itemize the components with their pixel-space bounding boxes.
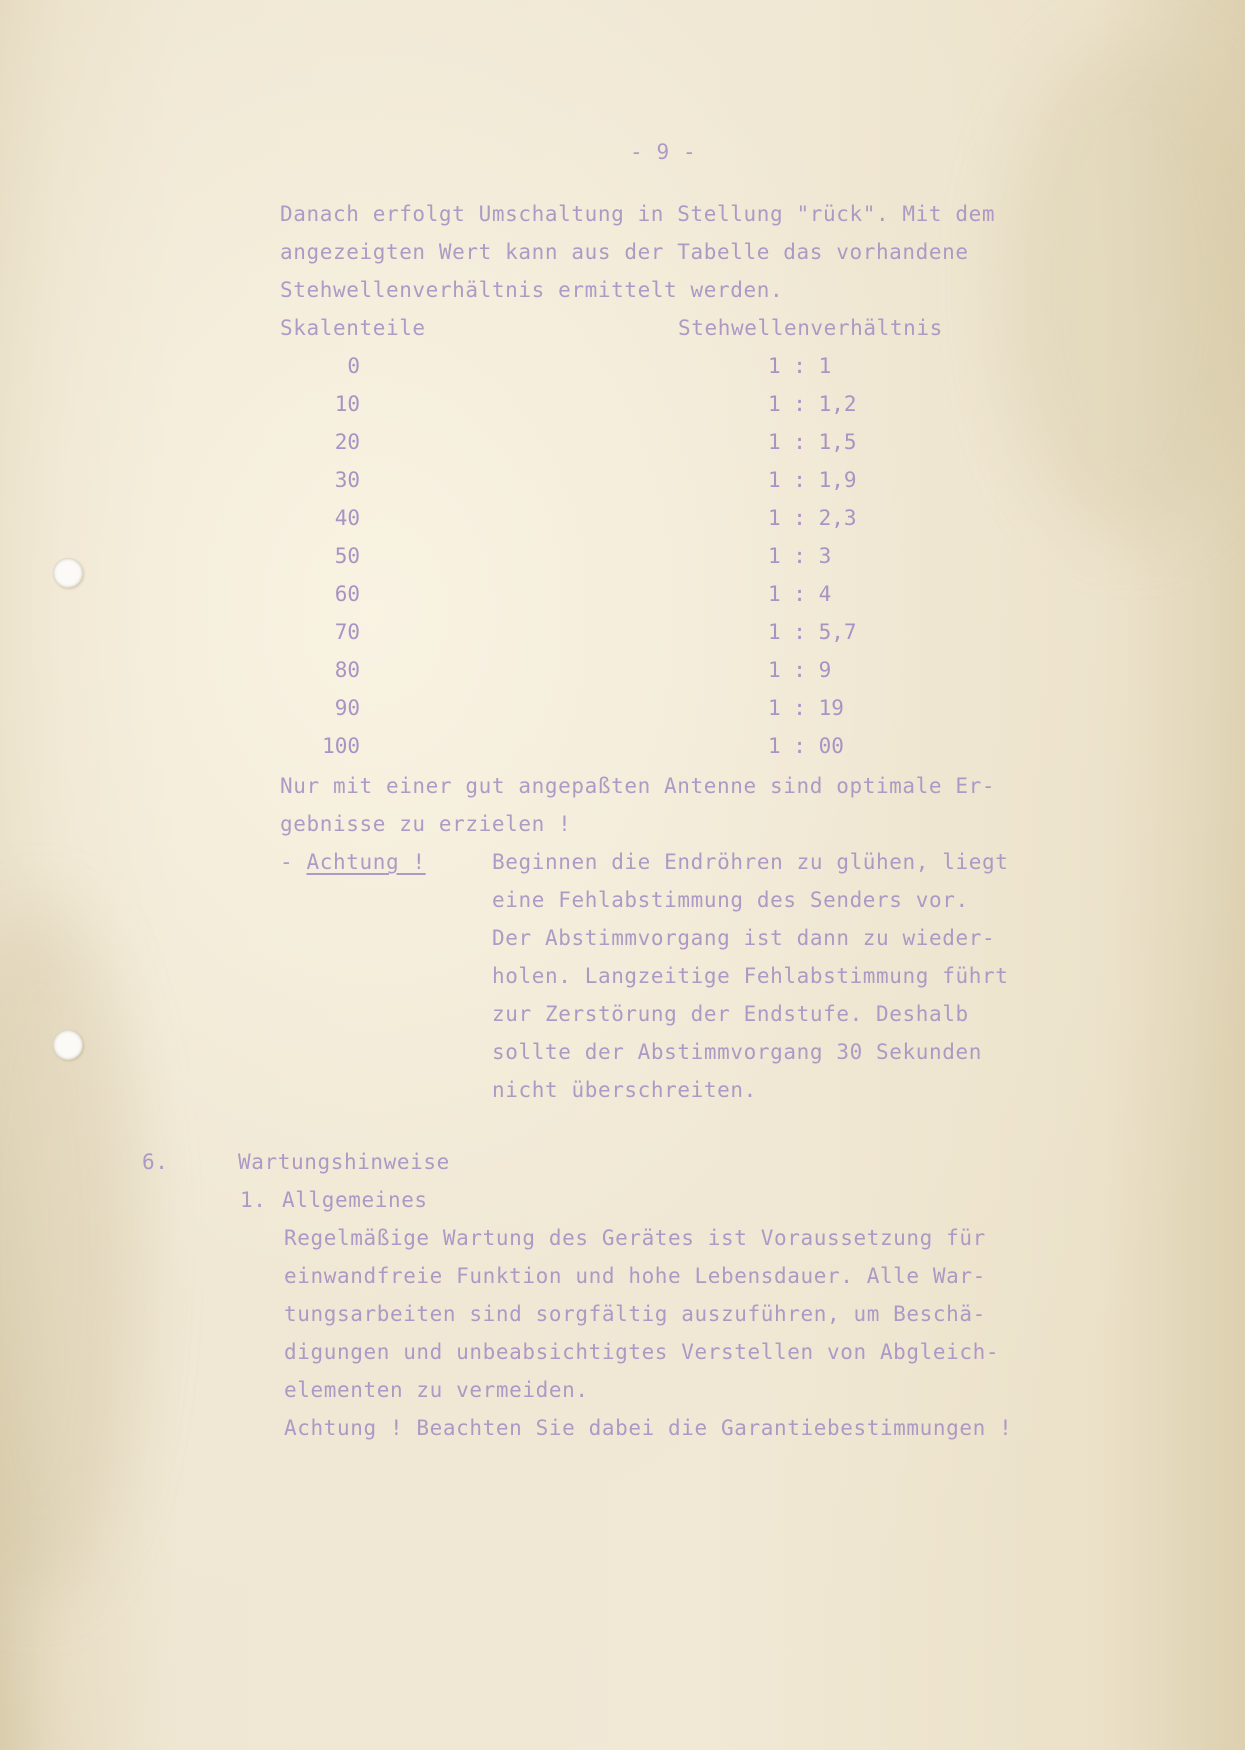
table-header-skalenteile: Skalenteile xyxy=(280,316,426,340)
table-cell-skala: 0 xyxy=(347,354,360,378)
subsection-number: 1. xyxy=(240,1188,267,1212)
intro-line: Stehwellenverhältnis ermittelt werden. xyxy=(280,278,784,302)
paper-stain xyxy=(0,900,140,1600)
table-cell-skala: 40 xyxy=(334,506,360,530)
paper-stain xyxy=(1000,40,1245,540)
warning-line: eine Fehlabstimmung des Senders vor. xyxy=(492,888,969,912)
warning-line: sollte der Abstimmvorgang 30 Sekunden xyxy=(492,1040,982,1064)
table-cell-ratio: 1 : 2,3 xyxy=(768,506,857,530)
warning-label xyxy=(280,848,426,876)
table-cell-ratio: 1 : 5,7 xyxy=(768,620,857,644)
table-cell-skala: 70 xyxy=(334,620,360,644)
warning-label-text: Achtung ! xyxy=(306,850,426,874)
section-body-line: tungsarbeiten sind sorgfältig auszuführen, um Beschä- xyxy=(284,1302,986,1326)
table-cell-skala: 10 xyxy=(334,392,360,416)
warning-line: Beginnen die Endröhren zu glühen, liegt xyxy=(492,850,1009,874)
table-header-stehwellenverhaeltnis: Stehwellenverhältnis xyxy=(678,316,943,340)
intro-line: Danach erfolgt Umschaltung in Stellung "rück". Mit dem xyxy=(280,202,996,226)
table-cell-skala: 100 xyxy=(322,734,360,758)
warning-line: zur Zerstörung der Endstufe. Deshalb xyxy=(492,1002,969,1026)
page-number: - 9 - xyxy=(630,140,697,164)
section-body-line: Regelmäßige Wartung des Gerätes ist Voraussetzung für xyxy=(284,1226,986,1250)
section-body-line: digungen und unbeabsichtigtes Verstellen von Abgleich- xyxy=(284,1340,1000,1364)
warning-line: holen. Langzeitige Fehlabstimmung führt xyxy=(492,964,1009,988)
intro-line: angezeigten Wert kann aus der Tabelle das vorhandene xyxy=(280,240,969,264)
subsection-title: Allgemeines xyxy=(282,1188,428,1212)
table-cell-skala: 20 xyxy=(334,430,360,454)
table-cell-skala: 80 xyxy=(334,658,360,682)
warning-line: Der Abstimmvorgang ist dann zu wieder- xyxy=(492,926,996,950)
section-body-line: einwandfreie Funktion und hohe Lebensdauer. Alle War- xyxy=(284,1264,986,1288)
punch-hole xyxy=(53,1030,83,1060)
table-cell-ratio: 1 : 1 xyxy=(768,354,832,378)
table-cell-ratio: 1 : 1,2 xyxy=(768,392,857,416)
table-cell-ratio: 1 : 00 xyxy=(768,734,844,758)
table-cell-skala: 60 xyxy=(334,582,360,606)
table-cell-ratio: 1 : 4 xyxy=(768,582,832,606)
table-cell-ratio: 1 : 9 xyxy=(768,658,832,682)
note-line: Nur mit einer gut angepaßten Antenne sind optimale Er- xyxy=(280,774,996,798)
warning-prefix: - xyxy=(280,850,307,874)
table-cell-ratio: 1 : 3 xyxy=(768,544,832,568)
table-cell-ratio: 1 : 1,5 xyxy=(768,430,857,454)
table-cell-skala: 50 xyxy=(334,544,360,568)
section-body-line: Achtung ! Beachten Sie dabei die Garantiebestimmungen ! xyxy=(284,1416,1013,1440)
table-cell-ratio: 1 : 19 xyxy=(768,696,844,720)
table-cell-skala: 30 xyxy=(334,468,360,492)
table-cell-ratio: 1 : 1,9 xyxy=(768,468,857,492)
section-body-line: elementen zu vermeiden. xyxy=(284,1378,589,1402)
warning-line: nicht überschreiten. xyxy=(492,1078,757,1102)
table-cell-skala: 90 xyxy=(334,696,360,720)
section-title: Wartungshinweise xyxy=(238,1150,450,1174)
section-number: 6. xyxy=(142,1150,169,1174)
punch-hole xyxy=(53,558,83,588)
note-line: gebnisse zu erzielen ! xyxy=(280,812,572,836)
